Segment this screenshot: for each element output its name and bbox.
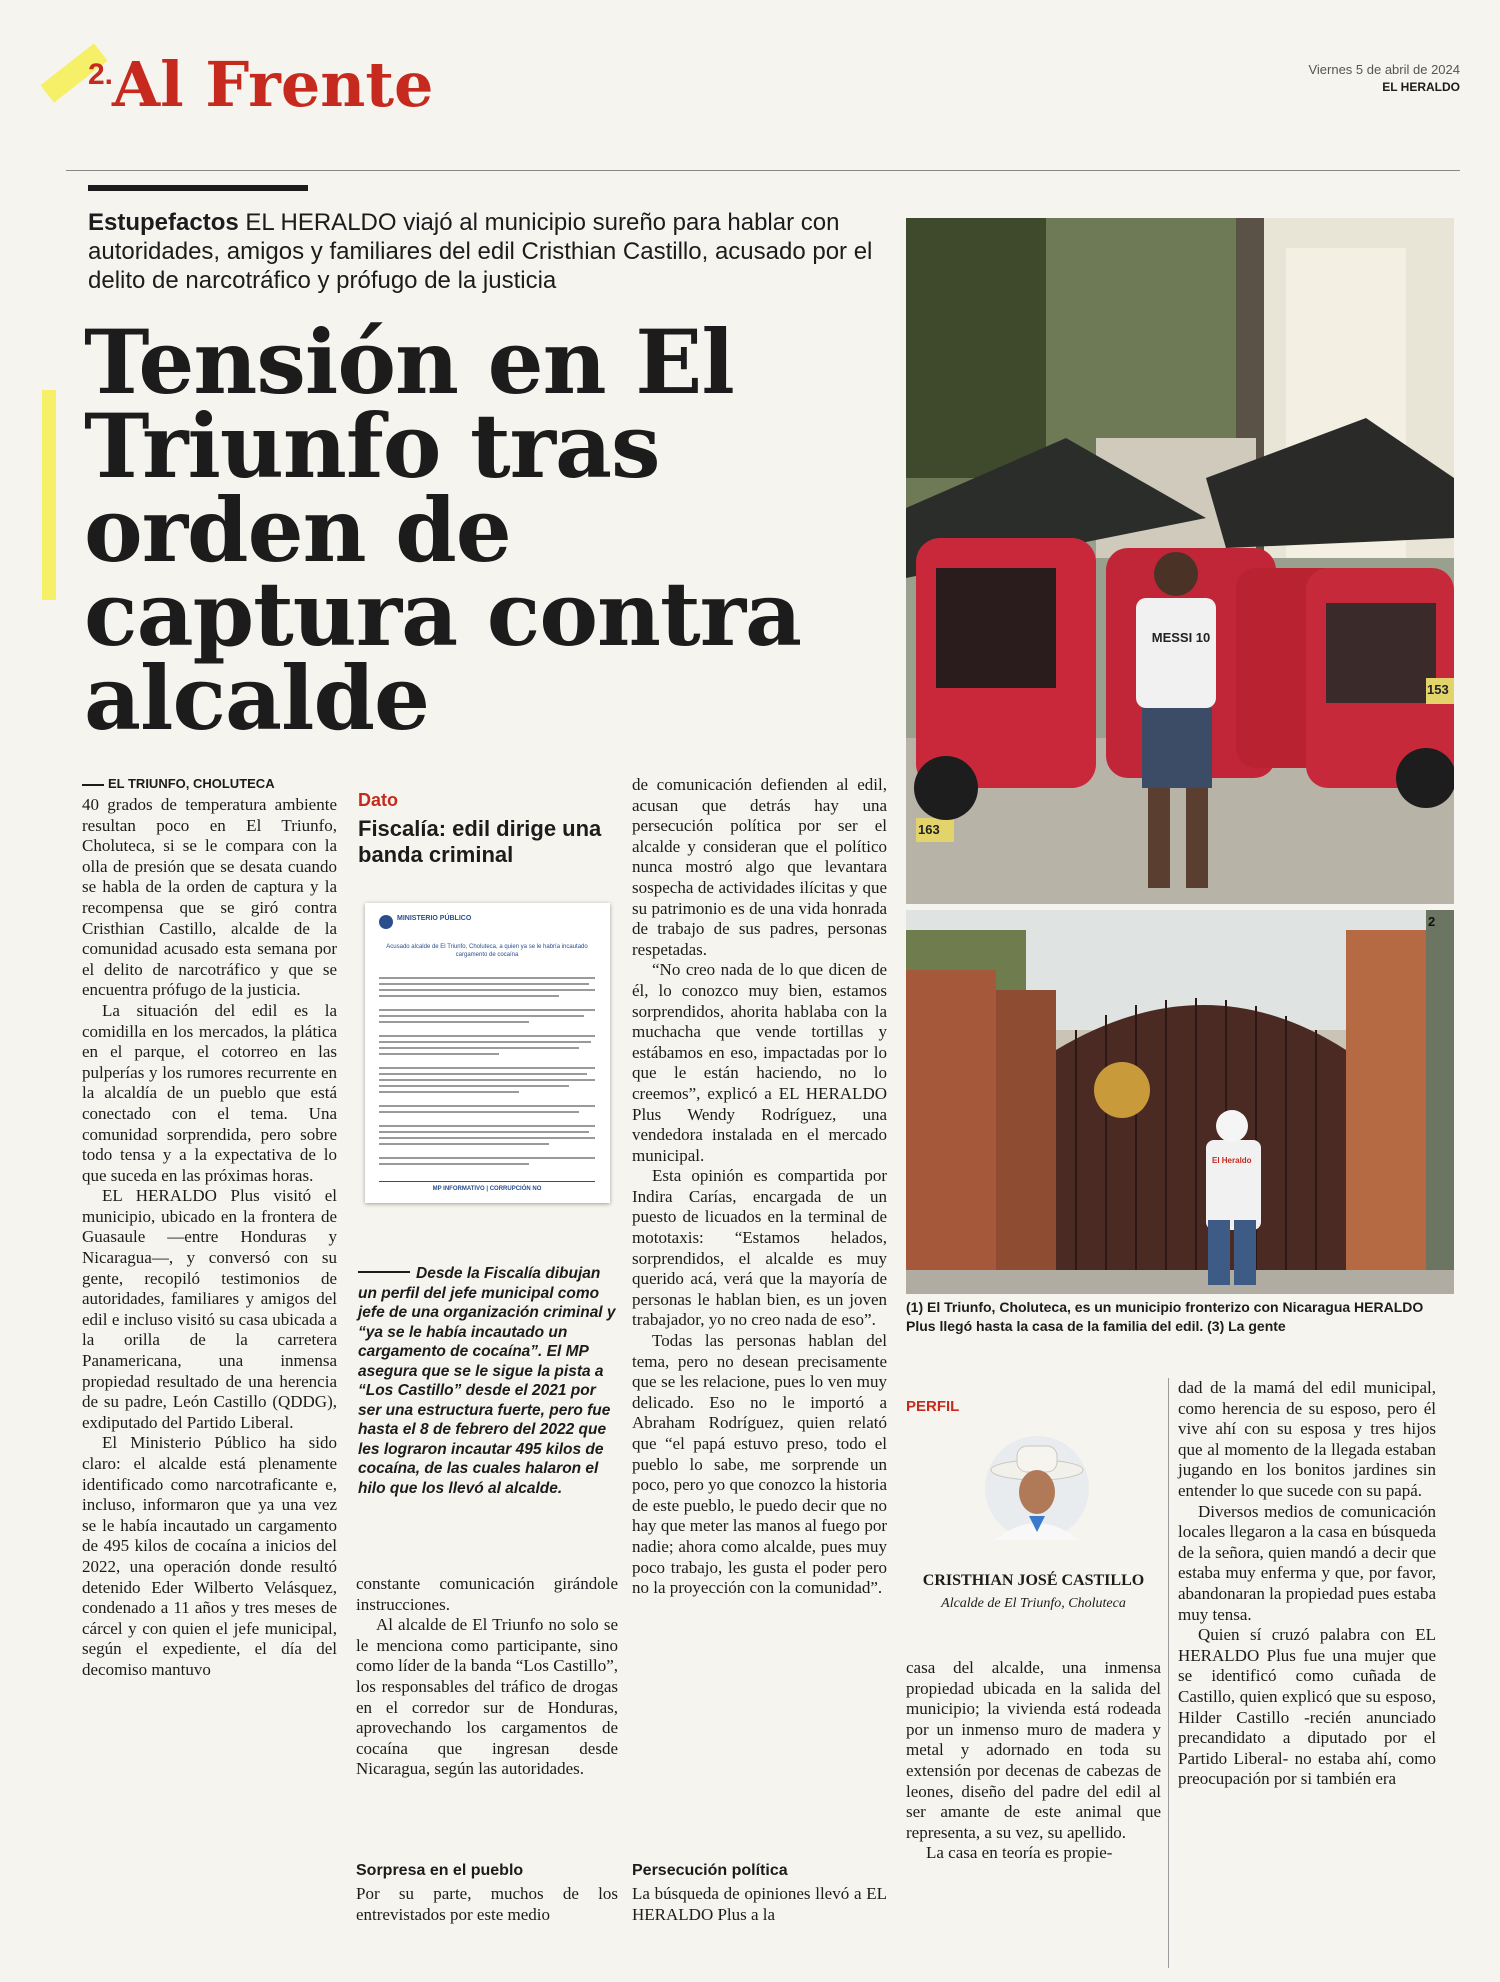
perfil-role: Alcalde de El Triunfo, Choluteca	[941, 1596, 1126, 1611]
kicker-lead: Estupefactos	[88, 209, 239, 236]
kicker	[88, 208, 900, 295]
kicker-text: EL HERALDO viajó al municipio sureño para hablar con autoridades, amigos y familiares del edil Cristhian Castillo, acusado por el delito de narcotráfico y prófugo de la justicia	[88, 209, 873, 294]
perfil-name: CRISTHIAN JOSÉ CASTILLO	[922, 1572, 1145, 1589]
doc-footer-rule	[379, 1181, 595, 1182]
highlighter-mark	[42, 390, 56, 600]
photo-castillo-house-graphic	[906, 910, 1454, 1294]
paper-name: EL HERALDO	[1382, 80, 1460, 94]
doc-logo	[379, 915, 393, 929]
paragraph: de comunicación defienden al edil, acusan que detrás hay una persecución política por ser el alcalde y consideran que el político nunca mostró algo que levantara sospecha de actividades ilícitas y que su patrimonio es de una vida honrada de trabajo de sus padres, personas respetadas.	[632, 775, 887, 959]
subhead-persecucion: Persecución política	[632, 1862, 788, 1879]
kicker-rule	[88, 185, 308, 191]
dato-text-content: Desde la Fiscalía dibujan un perfil del jefe municipal como jefe de una organización criminal y “ya se le había incautado un cargamento de cocaína”. El MP asegura que se le sigue la pista a “Los Castillo” desde el 2021 por ser una estructura fuerte, pero fue hasta el 8 de febrero del 2022 que les lograron incautar 495 kilos de cocaína, de las cuales halaron el hilo que los llevó al alcalde.	[358, 1265, 616, 1497]
paragraph: dad de la mamá del edil municipal, como herencia de su esposo, pero él vive ahí con su esposa y tres hijos que al momento de la llegada estaban jugando en los bonitos jardines sin entender lo que sucede con su papá.	[1178, 1378, 1436, 1500]
dateline	[82, 776, 275, 791]
column-divider	[1168, 1378, 1169, 1968]
subhead-sorpresa: Sorpresa en el pueblo	[356, 1862, 524, 1879]
paragraph: constante comunicación girándole instrucciones.	[356, 1574, 618, 1614]
headline: Tensión en El Triunfo tras orden de captura contra alcalde	[84, 310, 802, 750]
column-5	[1178, 1378, 1436, 1790]
photo-castillo-house	[906, 910, 1454, 1294]
perfil-label: PERFIL	[906, 1398, 960, 1415]
column-3	[632, 775, 887, 1599]
header-rule	[66, 170, 1460, 171]
doc-header: MINISTERIO PÚBLICO	[397, 915, 472, 922]
fiscalia-document-image	[365, 903, 610, 1203]
dato-text	[358, 1264, 620, 1498]
paragraph: 40 grados de temperatura ambiente resultan poco en El Triunfo, Choluteca, si se le compara con la olla de presión que se desata cuando se habla de la orden de captura y la recompensa que se giró contra Cristhian Castillo, alcalde de la comunidad acusado esta semana por el delito de narcotráfico y que se encuentra prófugo de la justicia.	[82, 795, 337, 1000]
paragraph: casa del alcalde, una inmensa propiedad ubicada en la salida del municipio; la vivienda está rodeada por un inmenso muro de madera y metal y adornado en toda su extensión por decenas de cabezas de leones, diseño del padre del edil al ser amante de este animal que representa, a su vez, su apellido.	[906, 1658, 1161, 1842]
shirt-text: El Heraldo	[1212, 1156, 1252, 1165]
doc-footer: MP INFORMATIVO | CORRUPCIÓN NO	[432, 1186, 542, 1192]
column-2	[356, 1574, 618, 1780]
paragraph: EL HERALDO Plus visitó el municipio, ubicado en la frontera de Guasaule —entre Honduras y Nicaragua—, y conversó con su gente, recopiló testimonios de autoridades, familiares y amigos del edil e incluso visitó su casa ubicada a la orilla de la carretera Panamericana, una inmensa propiedad resultado de una herencia de su padre, León Castillo (QDDG), exdiputado del Partido Liberal.	[82, 1186, 337, 1432]
section-title: Al Frente	[112, 48, 434, 121]
dato-title: Fiscalía: edil dirige una banda criminal	[358, 816, 602, 867]
dateline-dash	[82, 784, 104, 786]
issue-date: Viernes 5 de abril de 2024	[1308, 62, 1460, 77]
paragraph: La situación del edil es la comidilla en los mercados, la plática en el parque, el cotorreo en las pulperías y los rumores recurrente en la alcaldía de un pueblo que está conectado con el tema. Una comunidad sorprendida, pero sobre todo tensa y a la expectativa de lo que suceda en las próximas horas.	[82, 1000, 337, 1185]
plate-number: 153	[1427, 682, 1449, 697]
plate-number: 163	[918, 822, 940, 837]
paragraph: Esta opinión es compartida por Indira Carías, encargada de un puesto de licuados en la terminal de mototaxis: “Estamos helados, sorprendidos, el alcalde es muy querido acá, verá que la mayoría de personas le hablan bien, es un joven trabajador, yo no creo nada de eso”.	[632, 1166, 887, 1330]
mayor-portrait	[985, 1436, 1089, 1540]
photo-number: 2	[1428, 914, 1436, 929]
dato-label: Dato	[358, 790, 398, 810]
paragraph: Por su parte, muchos de los entrevistados por este medio	[356, 1884, 618, 1924]
paragraph: El Ministerio Público ha sido claro: el alcalde está plenamente identificado como narcotraficante e, incluso, informaron que ya una vez se le había incautado un cargamento de 495 kilos de cocaína a inicios del 2022, una operación donde resultó detenido Eder Wilberto Velásquez, condenado a 11 años y tres meses de cárcel y con quien el jefe municipal, según el expediente, el día del decomiso mantuvo	[82, 1433, 337, 1679]
paragraph: Todas las personas hablan del tema, pero no desean precisamente que se les relacione, pues lo ven muy delicado. Eso no le importó a Abraham Rodríguez, quien relató que “el papá estuvo preso, todo el pueblo lo sabe, me sorprende un poco, pero yo que conozco la historia de este pueblo, le puedo decir que no hay que meter las manos al fuego por nadie; ahora como alcalde, pues muy poco trabajo, les gusta el poder pero no la proyección con la comunidad”.	[632, 1331, 887, 1598]
photo-caption: (1) El Triunfo, Choluteca, es un municipio fronterizo con Nicaragua HERALDO Plus llegó hasta la casa de la familia del edil. (3) La gente	[906, 1299, 1424, 1334]
paragraph: Quien sí cruzó palabra con EL HERALDO Plus fue una mujer que se identificó como cuñada de Castillo, quien explicó que su esposo, Hilder Castillo -recién anunciado precandidato a diputado por el Partido Liberal- no estaba ahí, como preocupación por si también era	[1178, 1625, 1436, 1789]
shirt-text: MESSI 10	[1151, 630, 1211, 645]
paragraph: Diversos medios de comunicación locales llegaron a la casa en búsqueda de la señora, quien mandó a decir que estaba muy enferma y que, por favor, abandonaran la propiedad pues estaba muy tensa.	[1178, 1501, 1436, 1624]
column-1	[82, 795, 337, 1681]
paragraph: Al alcalde de El Triunfo no solo se le menciona como participante, sino como líder de la banda “Los Castillo”, los responsables del tráfico de drogas en el corredor sur de Honduras, aprovechando los cargamentos de cocaína que ingresan desde Nicaragua, según las autoridades.	[356, 1615, 618, 1779]
doc-text-lines	[379, 971, 595, 1176]
photo-mototaxis	[906, 218, 1454, 904]
dateline-text: EL TRIUNFO, CHOLUTECA	[108, 776, 275, 791]
paragraph: “No creo nada de lo que dicen de él, lo conozco muy bien, estamos sorprendidos, ahorita hablaba con la muchacha que vende tortillas y estábamos en eso, impactadas por lo que le están haciendo, no lo creemos”, explicó a EL HERALDO Plus Wendy Rodríguez, una vendedora instalada en el mercado municipal.	[632, 960, 887, 1165]
doc-title: Acusado alcalde de El Triunfo, Choluteca, a quien ya se le habría incautado cargamento de cocaína	[386, 944, 588, 958]
column-4	[906, 1658, 1161, 1864]
photo-mototaxis-graphic	[906, 218, 1454, 904]
column-3-continued	[632, 1884, 887, 1925]
paragraph: La casa en teoría es propie-	[926, 1843, 1113, 1863]
paragraph: La búsqueda de opiniones llevó a EL HERALDO Plus a la	[632, 1884, 887, 1924]
column-2-continued	[356, 1884, 618, 1925]
page-number: 2.	[88, 58, 114, 91]
